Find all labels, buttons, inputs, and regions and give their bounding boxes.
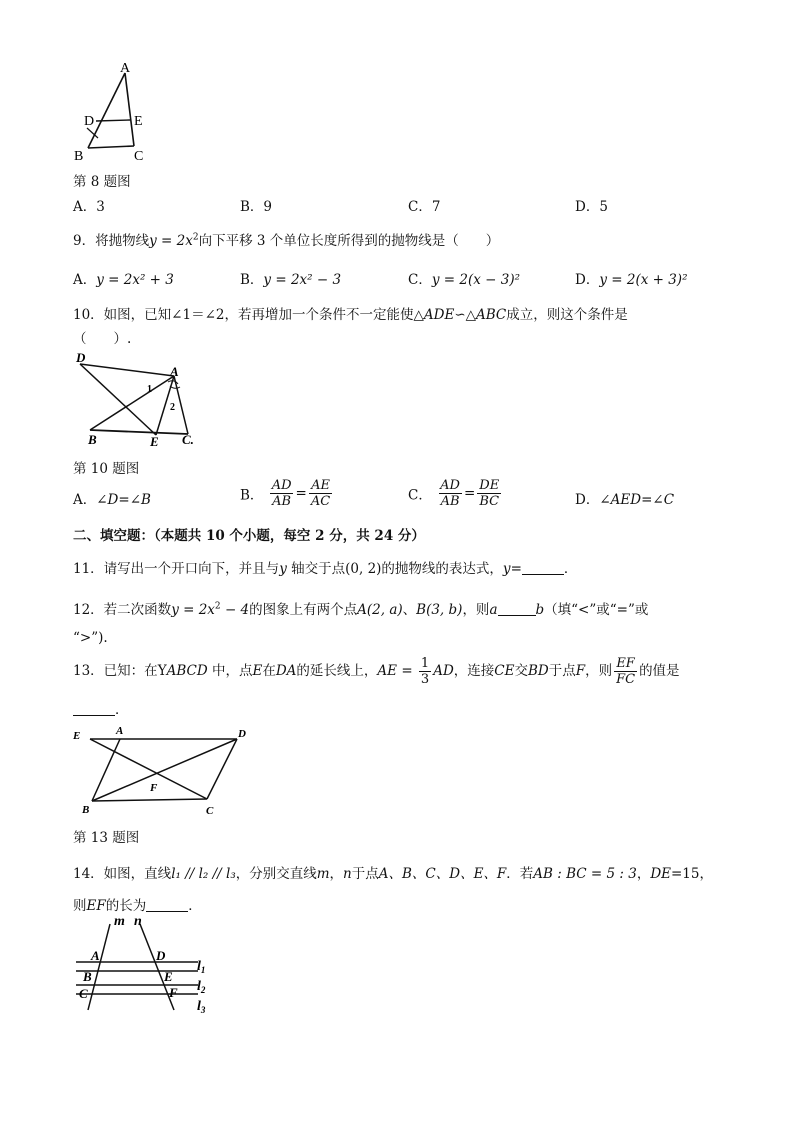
fig14-label-m: m bbox=[114, 914, 125, 929]
q13-f: 在 bbox=[262, 663, 276, 679]
q8-option-c[interactable] bbox=[408, 195, 440, 215]
q13-j: AD bbox=[433, 663, 454, 679]
q14-l: DE bbox=[650, 866, 671, 882]
q12-d: − 4 bbox=[220, 602, 250, 618]
q11-stem bbox=[73, 557, 577, 577]
q9-option-c[interactable] bbox=[408, 268, 520, 288]
q13-g: DA bbox=[275, 663, 297, 679]
q14-line2-b: EF bbox=[86, 898, 106, 914]
q14-stem-line2 bbox=[73, 894, 202, 914]
fig13-label-a: A bbox=[116, 725, 124, 737]
q13-frac-num: 1 bbox=[420, 656, 430, 671]
q12-e: 的图象上有两个点 bbox=[249, 602, 358, 618]
q8-option-a-text: 3 bbox=[96, 199, 105, 215]
q8-option-c-text: 7 bbox=[431, 199, 441, 215]
q8-option-b-letter: B． bbox=[240, 199, 264, 215]
q13-line2-end: ． bbox=[115, 702, 129, 718]
q10-option-d-letter: D． bbox=[575, 492, 600, 508]
q10-option-a[interactable] bbox=[73, 488, 151, 508]
q13-m: 交 bbox=[514, 663, 528, 679]
figure-q10-caption: 第 10 题图 bbox=[73, 461, 140, 477]
q9-option-a[interactable] bbox=[73, 268, 174, 288]
q12-a: 12．若二次函数 bbox=[73, 602, 172, 618]
q9-option-b[interactable] bbox=[240, 268, 341, 288]
q10-option-b-n1: AD bbox=[271, 478, 292, 493]
q10-option-b-letter: B． bbox=[240, 487, 264, 504]
q9-option-d[interactable] bbox=[575, 268, 687, 288]
q10-option-b-eq: = bbox=[295, 485, 307, 502]
figure-q8 bbox=[70, 58, 160, 168]
q9-option-a-text: y = 2x² + 3 bbox=[96, 272, 174, 288]
q14-c: ，分别交直线 bbox=[235, 866, 317, 882]
fig10-label-two: 2 bbox=[170, 402, 175, 413]
fig8-label-a: A bbox=[120, 61, 131, 76]
q13-c: ABCD bbox=[166, 663, 208, 679]
fig14-label-n: n bbox=[134, 914, 142, 929]
q9-option-c-letter: C． bbox=[408, 272, 432, 288]
q13-b: Y bbox=[157, 663, 167, 679]
q14-f: n bbox=[343, 866, 352, 882]
q10-option-b-frac2 bbox=[309, 478, 332, 509]
fig14-label-l3-sub: 3 bbox=[200, 1005, 206, 1015]
q8-option-a[interactable] bbox=[73, 195, 105, 215]
q8-option-d[interactable] bbox=[575, 195, 608, 215]
q11-e: 的抛物线的表达式， bbox=[381, 561, 503, 577]
q8-option-d-text: 5 bbox=[599, 199, 608, 215]
q10-option-c-eq: = bbox=[463, 485, 476, 502]
q10-stem-sim: ∽△ bbox=[454, 307, 477, 323]
q8-option-b-text: 9 bbox=[263, 199, 273, 215]
fig10-label-one: 1 bbox=[147, 384, 152, 395]
fig14-label-l1: l bbox=[197, 959, 201, 974]
q9-eq-rhs: = 2x bbox=[156, 233, 193, 249]
svg-text:l1 bbox=[197, 959, 205, 975]
q10-option-b-d1: AB bbox=[272, 494, 292, 509]
q10-option-b-frac1 bbox=[270, 478, 294, 509]
q14-d: m bbox=[316, 866, 330, 882]
fig10-label-b: B bbox=[88, 432, 97, 447]
q12-c: 2 bbox=[214, 601, 221, 612]
fig14-label-a: A bbox=[91, 948, 100, 963]
q8-option-d-letter: D． bbox=[575, 199, 600, 215]
q11-h: ． bbox=[563, 561, 578, 577]
svg-text:l2 bbox=[197, 979, 206, 995]
q14-e: ， bbox=[329, 866, 344, 882]
q10-option-c-n2: DE bbox=[479, 478, 500, 493]
q13-frac-ef-fc bbox=[614, 656, 637, 687]
q10-option-c-d1: AB bbox=[440, 494, 460, 509]
fig14-label-c: C bbox=[79, 986, 88, 1001]
fig13-label-e: E bbox=[73, 730, 81, 742]
q12-stem-line2: “>”). bbox=[73, 630, 108, 646]
q10-option-a-letter: A． bbox=[73, 492, 97, 508]
q8-option-a-letter: A． bbox=[73, 199, 97, 215]
q12-f: A(2, a) bbox=[357, 602, 403, 618]
fig13-label-c: C bbox=[206, 805, 214, 817]
q14-g: 于点 bbox=[351, 866, 379, 882]
q12-b: y = 2x bbox=[171, 602, 215, 618]
q14-line2-c: 的长为 bbox=[105, 898, 147, 914]
q10-option-c-frac1 bbox=[438, 478, 462, 509]
fig14-label-l3: l bbox=[197, 999, 201, 1014]
q9-stem-tail: 向下平移 3 个单位长度所得到的抛物线是（ ） bbox=[198, 233, 500, 249]
q10-option-c-frac2 bbox=[477, 478, 501, 509]
q13-frac-den: 3 bbox=[420, 672, 430, 687]
q12-g: 、 bbox=[402, 602, 417, 618]
q10-stem-e: 成立，则这个条件是 bbox=[506, 307, 628, 323]
q10-stem-ade: ADE bbox=[423, 307, 455, 323]
q10-option-c-letter: C． bbox=[408, 487, 432, 504]
q10-stem-a: 10．如图，已知∠1＝∠2，若再增加一个条件不一定能使△ bbox=[73, 307, 424, 323]
q13-frac2-den: FC bbox=[616, 672, 636, 687]
q11-c: 轴交于点 bbox=[286, 561, 346, 577]
q14-stem bbox=[73, 862, 713, 882]
q11-a: 11．请写出一个开口向下，并且与 bbox=[73, 561, 280, 577]
q13-h: 的延长线上， bbox=[296, 663, 378, 679]
q12-l: （填“<”或“=”或 bbox=[544, 602, 649, 618]
q11-point: (0, 2) bbox=[345, 561, 382, 577]
fig14-label-d: D bbox=[156, 948, 166, 963]
q14-line2-a: 则 bbox=[73, 898, 87, 914]
q11-f: y bbox=[502, 561, 511, 577]
fig8-label-d: D bbox=[84, 114, 95, 129]
q13-frac2-num: EF bbox=[616, 656, 635, 671]
q10-option-a-text: ∠D=∠B bbox=[96, 492, 151, 508]
q14-line2-d: ． bbox=[188, 898, 202, 914]
q14-h: A、B、C、D、E、F bbox=[378, 866, 507, 882]
svg-text:l3 bbox=[197, 999, 206, 1015]
figure-q13-caption: 第 13 题图 bbox=[73, 830, 140, 846]
q12-k: b bbox=[535, 602, 545, 618]
q14-b: l₁ // l₂ // l₃ bbox=[171, 866, 236, 882]
figure-q14 bbox=[70, 912, 220, 1017]
q9-option-a-letter: A． bbox=[73, 272, 97, 288]
fig14-label-e: E bbox=[164, 969, 173, 984]
q13-p: F bbox=[575, 663, 586, 679]
q10-option-c-d2: BC bbox=[479, 494, 500, 509]
q13-e: E bbox=[252, 663, 263, 679]
q13-r: 的值是 bbox=[639, 663, 680, 679]
fig8-label-b: B bbox=[74, 149, 84, 164]
q10-option-c-n1: AD bbox=[440, 478, 460, 493]
q11-answer-blank[interactable] bbox=[522, 560, 564, 575]
q13-i: AE = bbox=[377, 663, 417, 679]
q10-option-b-d2: AC bbox=[310, 494, 331, 509]
fig10-label-a: A bbox=[170, 364, 179, 379]
q9-option-d-letter: D． bbox=[575, 272, 600, 288]
section-2-title: 二、填空题：（本题共 10 个小题，每空 2 分，共 24 分） bbox=[73, 528, 425, 544]
q9-option-b-letter: B． bbox=[240, 272, 264, 288]
q9-number: 9．将抛物线 bbox=[73, 233, 150, 249]
fig13-label-d: D bbox=[238, 728, 246, 740]
fig8-label-e: E bbox=[134, 114, 143, 129]
q10-stem-line2: （ ）. bbox=[73, 331, 132, 347]
q13-k: ，连接 bbox=[453, 663, 495, 679]
q13-n: BD bbox=[527, 663, 549, 679]
q13-stem bbox=[73, 656, 680, 687]
q14-m: =15， bbox=[671, 866, 713, 882]
q13-frac-one-third bbox=[419, 656, 431, 687]
q9-option-c-text: y = 2(x − 3)² bbox=[431, 272, 520, 288]
q10-option-c[interactable] bbox=[408, 478, 503, 509]
q8-option-c-letter: C． bbox=[408, 199, 432, 215]
fig14-label-l2: l bbox=[197, 979, 201, 994]
q14-j: AB : BC = 5 : 3 bbox=[533, 866, 637, 882]
q9-eq-y: y bbox=[149, 233, 157, 249]
fig14-label-f: F bbox=[169, 985, 178, 1000]
q10-option-b[interactable] bbox=[240, 478, 334, 509]
fig10-label-c: C. bbox=[182, 432, 194, 447]
q12-stem bbox=[73, 598, 648, 618]
q10-stem-abc: ABC bbox=[476, 307, 507, 323]
fig14-label-l1-sub: 1 bbox=[200, 965, 206, 975]
q8-option-b[interactable] bbox=[240, 195, 272, 215]
q11-g: = bbox=[510, 561, 522, 577]
q13-l: CE bbox=[494, 663, 515, 679]
q13-stem-line2 bbox=[73, 698, 129, 718]
q9-option-b-text: y = 2x² − 3 bbox=[263, 272, 342, 288]
q9-stem bbox=[73, 229, 499, 249]
q10-stem bbox=[73, 303, 628, 323]
fig13-label-f: F bbox=[150, 782, 158, 794]
q13-answer-blank[interactable] bbox=[73, 701, 115, 716]
q13-d: 中，点 bbox=[207, 663, 253, 679]
q14-answer-blank[interactable] bbox=[146, 897, 188, 912]
fig10-label-e: E bbox=[150, 434, 159, 449]
q14-a: 14．如图，直线 bbox=[73, 866, 172, 882]
fig8-label-c: C bbox=[134, 149, 144, 164]
q12-answer-blank[interactable] bbox=[498, 601, 536, 616]
q14-i: ．若 bbox=[506, 866, 534, 882]
fig14-label-b: B bbox=[83, 969, 92, 984]
q10-option-d[interactable] bbox=[575, 488, 674, 508]
q13-q: ，则 bbox=[585, 663, 613, 679]
q10-option-b-n2: AE bbox=[311, 478, 330, 493]
figure-q13 bbox=[70, 720, 255, 820]
q10-option-d-text: ∠AED=∠C bbox=[599, 492, 675, 508]
q13-o: 于点 bbox=[548, 663, 576, 679]
fig14-label-l2-sub: 2 bbox=[200, 985, 206, 995]
q13-a: 13．已知：在 bbox=[73, 663, 158, 679]
fig10-label-d: D bbox=[76, 350, 86, 365]
q9-eq-exp: 2 bbox=[192, 232, 199, 243]
fig13-label-b: B bbox=[82, 804, 90, 816]
q11-b: y bbox=[279, 561, 287, 577]
figure-q10 bbox=[70, 346, 210, 454]
figure-q8-caption: 第 8 题图 bbox=[73, 174, 131, 190]
q14-k: ， bbox=[636, 866, 651, 882]
q9-option-d-text: y = 2(x + 3)² bbox=[599, 272, 688, 288]
q12-i: ，则 bbox=[462, 602, 490, 618]
q12-h: B(3, b) bbox=[416, 602, 463, 618]
q12-j: a bbox=[489, 602, 498, 618]
